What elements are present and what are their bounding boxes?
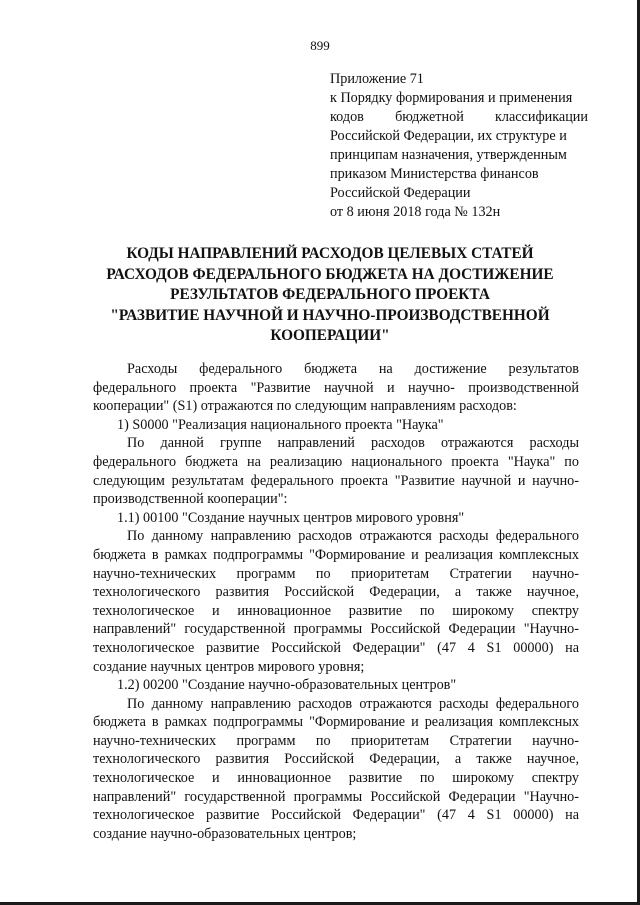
paragraph-line: направлений" государственной программы Российской Федерации "Научно-	[93, 621, 579, 638]
document-title	[80, 244, 580, 347]
paragraph-line: кооперации" (S1) отражаются по следующим направлениям расходов:	[93, 398, 517, 415]
paragraph-line: федерального бюджета на реализацию национального проекта "Наука" по	[93, 453, 579, 470]
paragraph-line: технологическое развитие Российской Федерации" (47 4 S1 00000) на	[93, 807, 579, 824]
appendix-line: принципам назначения, утвержденным	[330, 147, 567, 163]
paragraph-line: По данному направлению расходов отражаются расходы федерального	[127, 695, 579, 712]
appendix-line: приказом Министерства финансов	[330, 166, 539, 182]
paragraph-line: технологическое и инновационное развитие по широкому спектру	[93, 602, 579, 619]
paragraph-line: технологическое и инновационное развитие по широкому спектру	[93, 770, 579, 787]
title-line: КООПЕРАЦИИ"	[270, 327, 390, 344]
paragraph-line: научно-технических программ по приоритетам Стратегии научно-	[93, 565, 579, 582]
appendix-line: кодов бюджетной классификации	[330, 109, 588, 125]
paragraph-line: По данной группе направлений расходов отражаются расходы	[127, 435, 579, 452]
paragraph-line: Расходы федерального бюджета на достижение результатов	[127, 361, 579, 377]
paragraph-line: научно-технических программ по приоритетам Стратегии научно-	[93, 732, 579, 749]
paragraph-line: бюджета в рамках подпрограммы "Формирование и реализация комплексных	[93, 714, 579, 731]
list-item-heading: 1.2) 00200 "Создание научно-образовательных центров"	[117, 677, 457, 694]
appendix-line: от 8 июня 2018 года № 132н	[330, 204, 501, 220]
paragraph-line: По данному направлению расходов отражаются расходы федерального	[127, 528, 579, 545]
paragraph-line: технологического развития Российской Федерации, а также научное,	[93, 751, 579, 768]
page-number: 899	[310, 38, 330, 53]
paragraph-line: создание научно-образовательных центров;	[93, 825, 357, 842]
paragraph-line: производственной кооперации":	[93, 491, 288, 508]
paragraph-line: направлений" государственной программы Российской Федерации "Научно-	[93, 788, 579, 805]
appendix-line: Российской Федерации, их структуре и	[330, 128, 567, 144]
paragraph-line: следующим результатам федерального проекта "Развитие научной и научно-	[93, 472, 579, 489]
paragraph-line: технологического развития Российской Федерации, а также научное,	[93, 584, 579, 601]
paragraph-line: федерального проекта "Развитие научной и научно- производственной	[93, 379, 579, 396]
list-item-heading: 1) S0000 "Реализация национального проекта "Наука"	[117, 416, 444, 433]
title-line: КОДЫ НАПРАВЛЕНИЙ РАСХОДОВ ЦЕЛЕВЫХ СТАТЕЙ	[126, 245, 534, 262]
paragraph-line: создание научных центров мирового уровня;	[93, 658, 365, 675]
list-item-heading: 1.1) 00100 "Создание научных центров мирового уровня"	[117, 509, 465, 526]
appendix-line: к Порядку формирования и применения	[330, 90, 573, 106]
title-line: "РАЗВИТИЕ НАУЧНОЙ И НАУЧНО-ПРОИЗВОДСТВЕННОЙ	[110, 306, 550, 324]
appendix-line: Приложение 71	[330, 71, 424, 87]
paragraph-line: технологическое развитие Российской Федерации" (47 4 S1 00000) на	[93, 639, 579, 656]
paragraph-line: бюджета в рамках подпрограммы "Формирование и реализация комплексных	[93, 546, 579, 563]
appendix-line: Российской Федерации	[330, 185, 471, 201]
title-line: РАСХОДОВ ФЕДЕРАЛЬНОГО БЮДЖЕТА НА ДОСТИЖЕНИЕ	[106, 265, 554, 283]
appendix-block	[330, 70, 588, 222]
document-body	[93, 360, 579, 843]
title-line: РЕЗУЛЬТАТОВ ФЕДЕРАЛЬНОГО ПРОЕКТА	[170, 286, 490, 303]
